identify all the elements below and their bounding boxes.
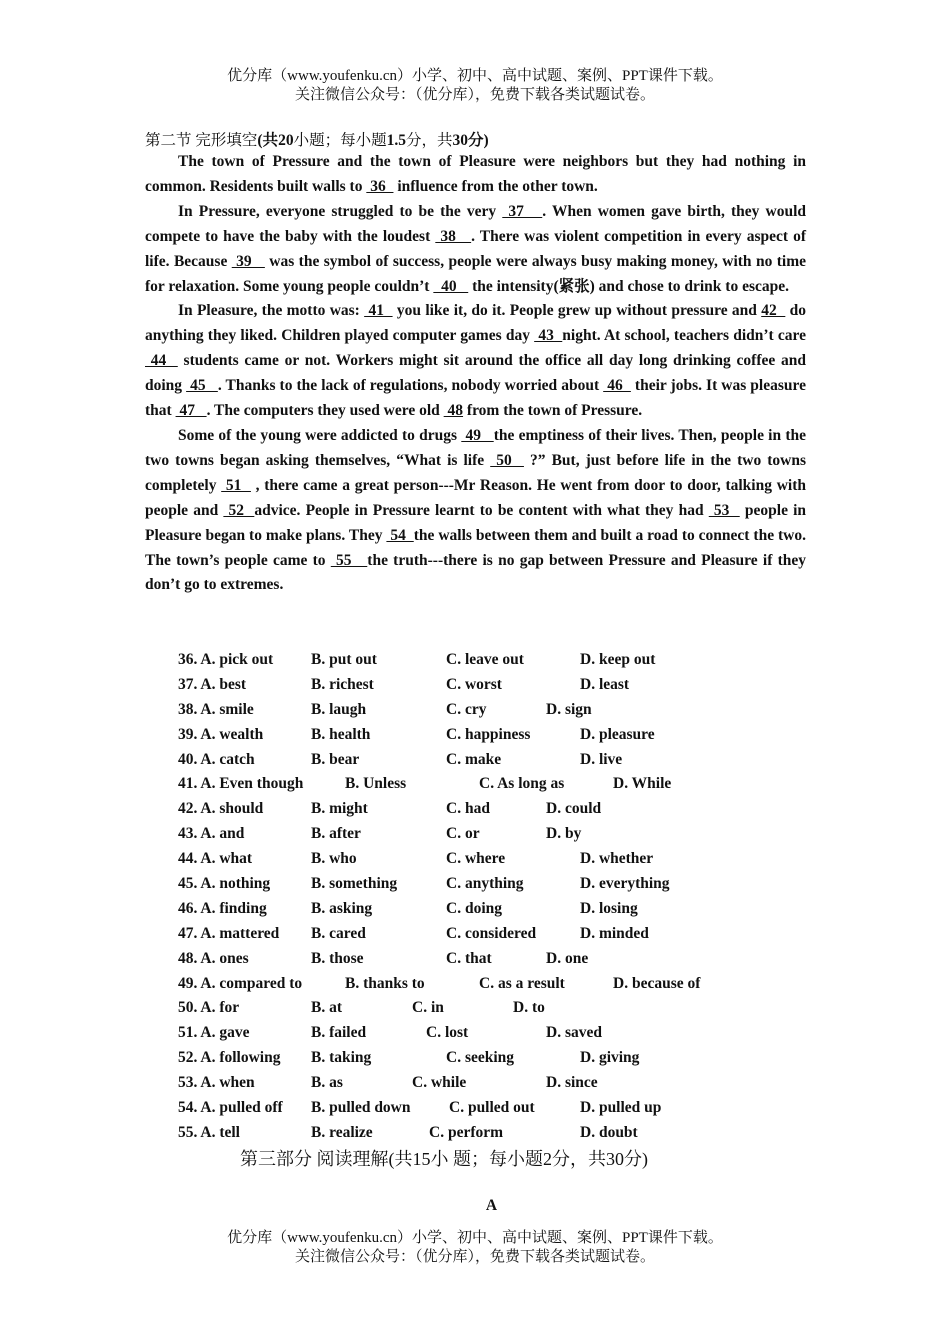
- option-b: B. those: [311, 949, 364, 967]
- passage-text: their jobs. It was pleasure that: [145, 377, 806, 420]
- option-c: C. or: [446, 825, 480, 843]
- option-b: B. health: [311, 725, 371, 743]
- option-b: B. laugh: [311, 700, 367, 718]
- page-header: [0, 67, 950, 105]
- blank-number: 37: [502, 202, 543, 220]
- option-b: B. Unless: [345, 775, 407, 793]
- option-d: D. While: [613, 775, 672, 793]
- option-d: D. to: [513, 999, 545, 1017]
- option-d: D. giving: [580, 1049, 640, 1067]
- section-title: [145, 128, 489, 150]
- blank-number: 44: [145, 352, 178, 370]
- option-a: 52. A. following: [178, 1049, 281, 1067]
- option-b: B. put out: [311, 651, 377, 668]
- option-d: D. one: [546, 949, 589, 967]
- passage-text: you like it, do it. People grew up without pressure and: [392, 302, 762, 320]
- option-a: 55. A. tell: [178, 1123, 240, 1141]
- passage-text: influence from the other town.: [393, 177, 598, 195]
- passage-text: ?” But, just before life in the two towns completely: [145, 451, 807, 494]
- blank-number: 39: [231, 252, 265, 270]
- section-title-text: 分): [467, 132, 489, 149]
- option-c: C. As long as: [479, 775, 565, 793]
- option-b: B. thanks to: [345, 974, 425, 992]
- blank-number: 50: [490, 451, 524, 469]
- option-d: D. losing: [580, 899, 638, 917]
- option-d: D. whether: [580, 850, 654, 868]
- option-b: B. asking: [311, 899, 373, 917]
- passage-text: was the symbol of success, people were always busy making money, with no time for relaxation. Some young people couldn’t: [145, 252, 806, 295]
- blank-number: 42: [761, 302, 786, 320]
- option-d: D. saved: [546, 1024, 602, 1042]
- option-d: D. because of: [613, 974, 701, 992]
- passage-text: the walls between them and built a road to connect the two. The town’s people came to: [145, 526, 807, 569]
- section-title-score: 1.5: [386, 132, 406, 149]
- option-b: B. might: [311, 800, 368, 818]
- option-d: D. minded: [580, 924, 649, 942]
- option-c: C. leave out: [446, 651, 524, 668]
- passage-text: Some of the young were addicted to drugs: [178, 426, 462, 444]
- option-d: D. since: [546, 1074, 598, 1092]
- footer-line-2: 关注微信公众号：（优分库），免费下载各类试题试卷。: [294, 1249, 655, 1265]
- option-a: 54. A. pulled off: [178, 1099, 283, 1117]
- option-a: 37. A. best: [178, 675, 247, 693]
- blank-number: 52: [223, 501, 255, 519]
- passage-text: In Pressure, everyone struggled to be the very: [178, 202, 503, 220]
- passage-text: do anything they liked. Children played computer games day: [145, 302, 807, 345]
- paragraph-1: [145, 150, 806, 200]
- option-b: B. at: [311, 999, 342, 1017]
- section-title-total: 30: [452, 132, 468, 149]
- option-d: D. everything: [580, 875, 670, 893]
- option-a: 42. A. should: [178, 800, 264, 818]
- option-a: 51. A. gave: [178, 1024, 250, 1042]
- option-b: B. pulled down: [311, 1099, 411, 1117]
- option-c: C. happiness: [446, 725, 531, 743]
- passage-text: . There was violent competition in every aspect of life. Because: [145, 227, 807, 270]
- passage-text: In Pleasure, the motto was:: [178, 302, 365, 320]
- option-a: 53. A. when: [178, 1074, 255, 1092]
- option-a: 39. A. wealth: [178, 725, 264, 743]
- option-c: C. while: [412, 1074, 467, 1092]
- option-c: C. where: [446, 850, 506, 868]
- blank-number: 40: [433, 277, 469, 295]
- option-a: 40. A. catch: [178, 750, 255, 768]
- passage-text: the truth---there is no gap between Pressure and Pleasure if they don’t go to extremes.: [145, 551, 807, 594]
- passage-text: . When women gave birth, they would compete to have the baby with the loudest: [145, 202, 806, 245]
- passage-text: . Thanks to the lack of regulations, nobody worried about: [217, 377, 604, 395]
- passage-text: people in Pleasure began to make plans. They: [145, 501, 807, 544]
- option-c: C. cry: [446, 700, 487, 718]
- option-d: D. could: [546, 800, 602, 818]
- passage-text: advice. People in Pressure learnt to be content with what they had: [254, 501, 709, 519]
- passage-text: . The computers they used were old: [206, 402, 444, 420]
- page-footer: [0, 1229, 950, 1267]
- option-c: C. worst: [446, 675, 502, 693]
- header-line-1: 优分库（www.youfenku.cn）小学、初中、高中试题、案例、PPT课件下载。: [227, 68, 723, 84]
- option-b: B. richest: [311, 675, 374, 693]
- option-b: B. something: [311, 875, 398, 893]
- option-b: B. failed: [311, 1024, 367, 1042]
- option-d: D. pulled up: [580, 1099, 662, 1117]
- passage-text: the emptiness of their lives. Then, people in the two towns began asking themselves, “What is life: [145, 426, 807, 469]
- blank-number: 38: [435, 227, 472, 245]
- option-a: 49. A. compared to: [178, 974, 303, 992]
- option-a: 47. A. mattered: [178, 924, 280, 942]
- option-a: 38. A. smile: [178, 700, 254, 718]
- section-title-text: 小题；每小题: [293, 132, 387, 149]
- blank-number: 53: [708, 501, 740, 519]
- option-c: C. that: [446, 949, 492, 967]
- blank-number: 54: [386, 526, 414, 544]
- option-a: 44. A. what: [178, 850, 253, 868]
- passage-text: students came or not. Workers might sit around the office all day long drinking coffee and doing: [145, 352, 806, 395]
- header-line-2: 关注微信公众号：（优分库），免费下载各类试题试卷。: [294, 87, 655, 103]
- option-b: B. bear: [311, 750, 360, 768]
- option-b: B. taking: [311, 1049, 372, 1067]
- blank-number: 43: [534, 327, 563, 345]
- blank-number: 55: [330, 551, 368, 569]
- option-c: C. pulled out: [449, 1099, 535, 1117]
- paragraph-2: [145, 200, 806, 300]
- option-b: B. cared: [311, 924, 366, 942]
- blank-number: 49: [461, 426, 494, 444]
- passage-text: the intensity(紧张) and chose to drink to escape.: [468, 277, 789, 295]
- section-title-text: (共: [257, 132, 279, 149]
- blank-number: 45: [186, 377, 218, 395]
- section-title-count: 20: [278, 132, 294, 149]
- option-c: C. lost: [426, 1024, 469, 1042]
- blank-number: 36: [366, 177, 394, 195]
- option-c: C. as a result: [479, 974, 565, 992]
- option-d: D. least: [580, 675, 630, 693]
- option-d: D. live: [580, 750, 623, 768]
- option-a: 43. A. and: [178, 825, 245, 843]
- blank-number: 48: [443, 402, 464, 420]
- option-a: 46. A. finding: [178, 899, 267, 917]
- blank-number: 51: [221, 476, 251, 494]
- option-b: B. who: [311, 850, 357, 868]
- option-b: B. realize: [311, 1123, 373, 1141]
- option-c: C. had: [446, 800, 490, 818]
- option-a: 50. A. for: [178, 999, 240, 1017]
- option-b: B. after: [311, 825, 361, 843]
- option-c: C. doing: [446, 899, 502, 917]
- blank-number: 41: [364, 302, 393, 320]
- passage-text: The town of Pressure and the town of Pleasure were neighbors but they had nothing in common. Residents built walls to: [145, 153, 806, 195]
- option-d: D. doubt: [580, 1123, 638, 1141]
- option-d: D. keep out: [580, 651, 656, 668]
- option-d: D. pleasure: [580, 725, 655, 743]
- passage-text: night. At school, teachers didn’t care: [562, 327, 807, 345]
- blank-number: 47: [175, 402, 207, 420]
- option-c: C. make: [446, 750, 502, 768]
- option-c: C. seeking: [446, 1049, 515, 1067]
- footer-line-1: 优分库（www.youfenku.cn）小学、初中、高中试题、案例、PPT课件下载。: [227, 1230, 723, 1246]
- paragraph-3: [145, 299, 806, 424]
- option-a: 45. A. nothing: [178, 875, 271, 893]
- section-title-text: 分，共: [405, 132, 453, 149]
- option-a: 48. A. ones: [178, 949, 249, 967]
- option-c: C. considered: [446, 924, 537, 942]
- option-d: D. sign: [546, 700, 592, 718]
- part3-title: 第三部分 阅读理解(共15小 题；每小题2分，共30分): [240, 1149, 648, 1169]
- blank-number: 46: [603, 377, 631, 395]
- option-d: D. by: [546, 825, 582, 843]
- option-b: B. as: [311, 1074, 343, 1092]
- passage-text: from the town of Pressure.: [463, 402, 643, 420]
- passage-text: , there came a great person---Mr Reason. He went from door to door, talking with people and: [145, 476, 806, 519]
- option-c: C. perform: [429, 1123, 504, 1141]
- option-a: 36. A. pick out: [178, 651, 274, 668]
- option-c: C. anything: [446, 875, 524, 893]
- section-title-text: 第二节 完形填空: [145, 132, 258, 149]
- passage-letter: A: [485, 1197, 498, 1214]
- option-c: C. in: [412, 999, 444, 1017]
- option-a: 41. A. Even though: [178, 775, 304, 793]
- cloze-passage: [145, 150, 806, 598]
- paragraph-4: [145, 424, 806, 598]
